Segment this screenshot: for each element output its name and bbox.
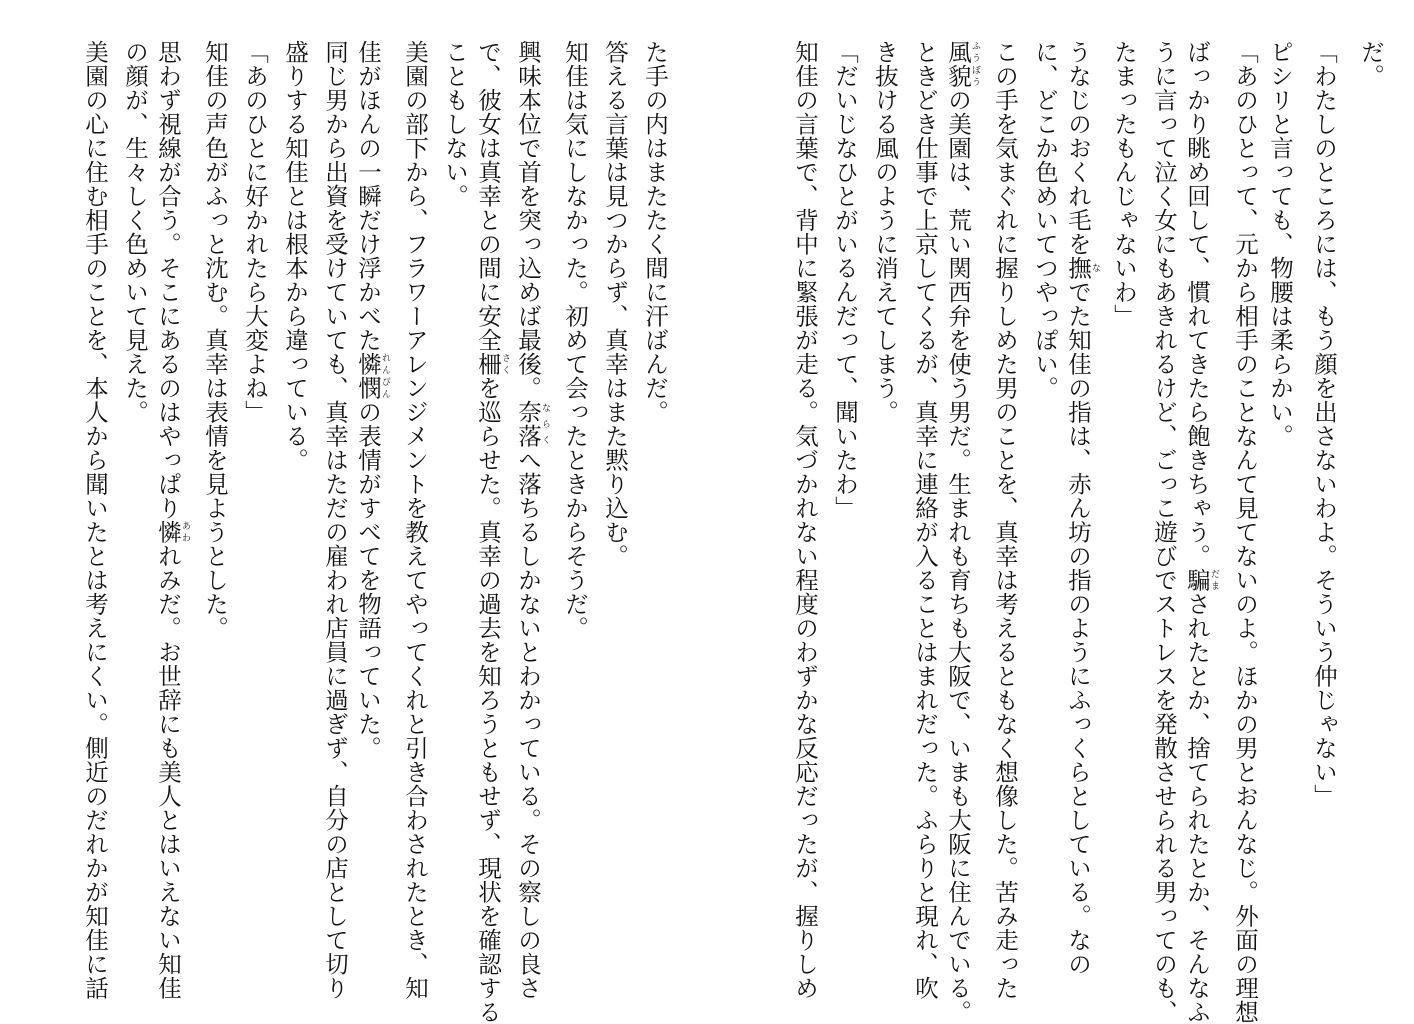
text-column-3: ピシリと言っても、物腰は柔らかい。 xyxy=(1266,40,1294,448)
text-column-15: 知佳の言葉で、背中に緊張が走る。気づかれない程度のわずかな反応だったが、握りしめ xyxy=(791,40,819,1000)
furigana-reading: ならく xyxy=(540,400,550,448)
text-column-12: ときどき仕事で上京してくるが、真幸に連絡が入ることはまれだった。ふらりと現れ、吹 xyxy=(911,40,939,1000)
text-column-19: 興味本位で首を突っ込めば最後。奈落ならくへ落ちるしかないとわかっている。その察しの良さ xyxy=(514,40,550,1000)
text-column-18: 知佳は気にしなかった。初めて会ったときからそうだ。 xyxy=(561,40,589,640)
text-column-8: うなじのおくれ毛を撫なでた知佳の指は、赤ん坊の指のようにふっくらとしている。なの xyxy=(1064,40,1100,976)
text-column-26: 「あのひとに好かれたら大変よね」 xyxy=(241,40,269,424)
furigana-reading: ふうぼう xyxy=(970,40,980,88)
text-column-20: で、彼女は真幸との間に安全柵さくを巡らせた。真幸の過去を知ろうともせず、現状を確認する xyxy=(474,40,510,1024)
text-column-22: 美園の部下から、フラワーアレンジメントを教えてやってくれと引き合わされたとき、知 xyxy=(401,40,429,1000)
text-column-1: だ。 xyxy=(1357,40,1385,88)
text-column-28: 思わず視線が合う。そこにあるのはやっぱり憐あわれみだ。お世辞にも美人とはいえない知佳 xyxy=(154,40,190,1000)
text-column-7: たまったもんじゃないわ」 xyxy=(1110,40,1138,328)
text-column-23: 佳がほんの一瞬だけ浮かべた憐憫れんびんの表情がすべてを物語っていた。 xyxy=(354,40,390,760)
text-column-5: ばっかり眺め回して、慣れてきたら飽きちゃう。騙だまされたとか、捨てられたとか、そんなふ xyxy=(1183,40,1219,1024)
furigana-reading: さく xyxy=(500,352,510,376)
furigana-fuubou: 風貌ふうぼう xyxy=(944,40,980,88)
furigana-reading: だま xyxy=(1209,568,1219,592)
text-column-11: 風貌ふうぼうの美園は、荒い関西弁を使う男だ。生まれも育ちも大阪で、いまも大阪に住んでいる。 xyxy=(944,40,980,1024)
furigana-saku: 柵さく xyxy=(474,352,510,376)
text-column-2: 「わたしのところには、もう顔を出さないわよ。そういう仲じゃない」 xyxy=(1310,40,1338,808)
furigana-reading: な xyxy=(1090,256,1100,280)
text-column-16: た手の内はまたたく間に汗ばんだ。 xyxy=(641,40,669,424)
furigana-nade: 撫な xyxy=(1064,256,1100,280)
furigana-aware: 憐あわ xyxy=(154,520,190,544)
furigana-renbin: 憐憫れんびん xyxy=(354,352,390,400)
text-column-4: 「あのひとって、元から相手のことなんて見てないのよ。ほかの男とおんなじ。外面の理想 xyxy=(1231,40,1259,1024)
text-column-17: 答える言葉は見つからず、真幸はまた黙り込む。 xyxy=(601,40,629,568)
text-column-10: この手を気まぐれに握りしめた男のことを、真幸は考えるともなく想像した。苦み走った xyxy=(991,40,1019,1000)
furigana-reading: あわ xyxy=(180,520,190,544)
text-column-25: 盛りする知佳とは根本から違っている。 xyxy=(281,40,309,472)
furigana-damasare: 騙だま xyxy=(1183,568,1219,592)
text-column-21: こともしない。 xyxy=(441,40,469,208)
text-column-9: に、どこか色めいてつやっぽい。 xyxy=(1031,40,1059,400)
text-column-24: 同じ男から出資を受けていても、真幸はただの雇われ店員に過ぎず、自分の店として切り xyxy=(321,40,349,1000)
text-column-6: うに言って泣く女にもあきれるけど、ごっこ遊びでストレスを発散させられる男ってのも、 xyxy=(1150,40,1178,1024)
text-column-30: 美園の心に住む相手のことを、本人から聞いたとは考えにくい。側近のだれかが知佳に話 xyxy=(81,40,109,1000)
text-column-29: の顔が、生々しく色めいて見えた。 xyxy=(121,40,149,424)
text-column-13: き抜ける風のように消えてしまう。 xyxy=(871,40,899,424)
furigana-reading: れんびん xyxy=(380,352,390,400)
furigana-naraku: 奈落ならく xyxy=(514,400,550,448)
text-column-27: 知佳の声色がふっと沈む。真幸は表情を見ようとした。 xyxy=(201,40,229,640)
text-column-14: 「だいじなひとがいるんだって、聞いたわ」 xyxy=(831,40,859,520)
